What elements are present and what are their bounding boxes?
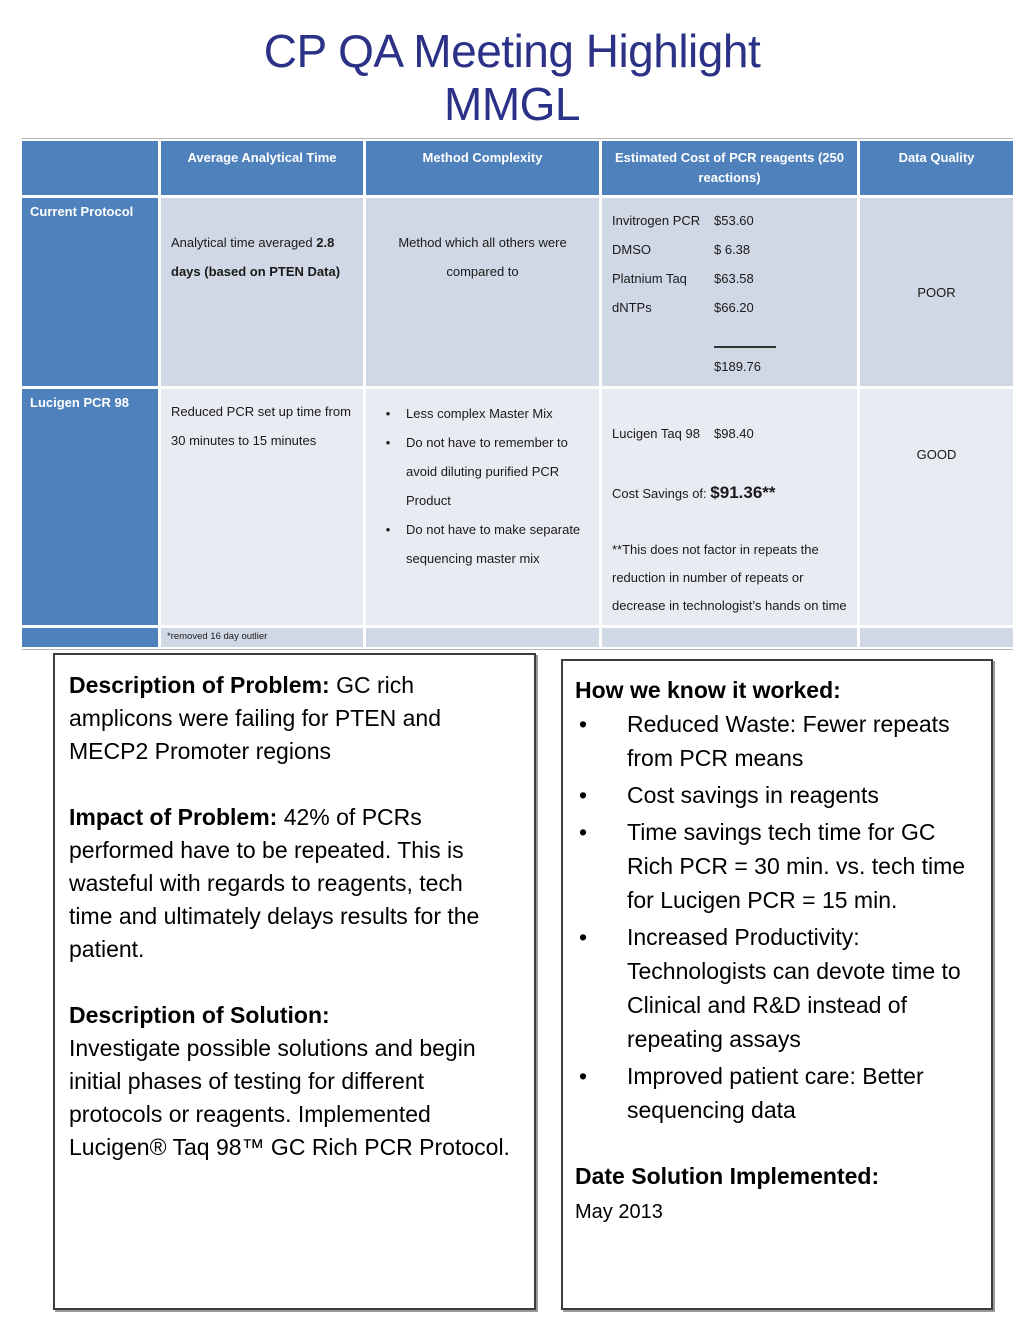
bullet-item: • Cost savings in reagents: [575, 778, 971, 812]
cell-current-data-quality: POOR: [860, 198, 1013, 386]
bullet-item: • Increased Productivity: Technologists can devote time to Clinical and R&D instead of repeating assays: [575, 920, 971, 1056]
cost-item-price: $63.58: [714, 271, 754, 286]
cost-item-row: [612, 419, 847, 448]
cost-item-row: [612, 264, 847, 293]
bullet-icon: •: [579, 924, 588, 950]
outlier-note: *removed 16 day outlier: [161, 628, 363, 647]
bullet-icon: •: [579, 819, 588, 845]
bullet-icon: •: [385, 522, 391, 537]
cell-lucigen-cost: [602, 389, 857, 625]
cell-current-cost: [602, 198, 857, 386]
bullet-icon: •: [579, 782, 588, 808]
cost-item-name: Invitrogen PCR: [612, 213, 701, 228]
cost-item-name: dNTPs: [612, 300, 652, 315]
cost-item-row: [612, 206, 847, 235]
row-label-lucigen-pcr-98: Lucigen PCR 98: [22, 389, 158, 625]
cost-item-name: Lucigen Taq 98: [612, 426, 700, 441]
cell-lucigen-analytical-time: Reduced PCR set up time from 30 minutes to 15 minutes: [161, 389, 363, 625]
table-header-method-complexity: Method Complexity: [366, 141, 599, 195]
cell-lucigen-method-complexity: [366, 389, 599, 625]
cost-item-price: $66.20: [714, 300, 754, 315]
row-label-current-protocol: Current Protocol: [22, 198, 158, 386]
cost-footnote: **This does not factor in repeats the reduction in number of repeats or decrease in technologist’s hands on time: [612, 542, 847, 613]
cost-item-row: [612, 235, 847, 264]
table-header-estimated-cost: Estimated Cost of PCR reagents (250 reactions): [602, 141, 857, 195]
bullet-item: • Improved patient care: Better sequencing data: [575, 1059, 971, 1127]
table-header-blank: [22, 141, 158, 195]
comparison-table: [22, 138, 1013, 650]
cell-lucigen-data-quality: GOOD: [860, 389, 1013, 625]
cost-item-price: $53.60: [714, 213, 754, 228]
bullet-item: • Time savings tech time for GC Rich PCR = 30 min. vs. tech time for Lucigen PCR = 15 min.: [575, 815, 971, 917]
page-title-line-1: CP QA Meeting Highlight: [263, 25, 761, 77]
cost-item-price: $ 6.38: [714, 242, 751, 257]
analytical-time-prefix: Analytical time averaged: [171, 235, 317, 250]
table-header-data-quality: Data Quality: [860, 141, 1013, 195]
strip-cell: [860, 628, 1013, 647]
bullet-icon: •: [385, 435, 391, 450]
how-we-know-heading: How we know it worked:: [575, 677, 841, 703]
cost-item-price: $98.40: [714, 426, 754, 441]
cost-item-name: DMSO: [612, 242, 651, 257]
date-solution-implemented-label: Date Solution Implemented:: [575, 1163, 880, 1189]
bullet-item: • Do not have to make separate sequencing master mix: [370, 515, 595, 573]
strip-cell: [366, 628, 599, 647]
cost-total-value: $189.76: [714, 359, 761, 374]
cost-savings-label: Cost Savings of:: [612, 486, 711, 501]
page-title-line-2: MMGL: [444, 78, 580, 130]
cost-total-divider: [714, 346, 776, 348]
cell-current-method-complexity: Method which all others were compared to: [366, 198, 599, 386]
description-of-problem-paragraph: Description of Problem: GC rich amplicons were failing for PTEN and MECP2 Promoter regions: [69, 672, 441, 764]
problem-description-box: [53, 653, 536, 1310]
cell-current-analytical-time: [161, 198, 363, 386]
bullet-item: • Do not have to remember to avoid diluting purified PCR Product: [370, 428, 595, 515]
description-of-solution-heading: Description of Solution:: [69, 1002, 330, 1028]
strip-row-label: [22, 628, 158, 647]
bullet-icon: •: [579, 711, 588, 737]
analytical-time-bold: 2.8 days (based on PTEN Data): [171, 235, 341, 279]
how-we-know-it-worked-box: [561, 659, 993, 1310]
cost-savings-row: [612, 478, 847, 508]
impact-of-problem-paragraph: Impact of Problem: 42% of PCRs performed have to be repeated. This is wasteful with regards to reagents, tech time and ultimately delays results for the patient.: [69, 804, 480, 962]
description-of-solution-paragraph: Investigate possible solutions and begin initial phases of testing for different protocols or reagents. Implemented Lucigen® Taq 98™ GC Rich PCR Protocol.: [69, 1035, 510, 1160]
bullet-item: • Reduced Waste: Fewer repeats from PCR means: [575, 707, 971, 775]
table-header-analytical-time: Average Analytical Time: [161, 141, 363, 195]
cost-savings-value: $91.36**: [710, 483, 776, 502]
cost-total-row: [612, 352, 847, 381]
cost-item-name: Platnium Taq: [612, 271, 687, 286]
cost-item-row: [612, 293, 847, 322]
bullet-icon: •: [579, 1063, 588, 1089]
bullet-icon: •: [385, 406, 391, 421]
date-solution-implemented-value: May 2013: [575, 1201, 663, 1223]
bullet-item: • Less complex Master Mix: [370, 399, 595, 428]
strip-cell: [602, 628, 857, 647]
page-title: [0, 25, 1024, 131]
